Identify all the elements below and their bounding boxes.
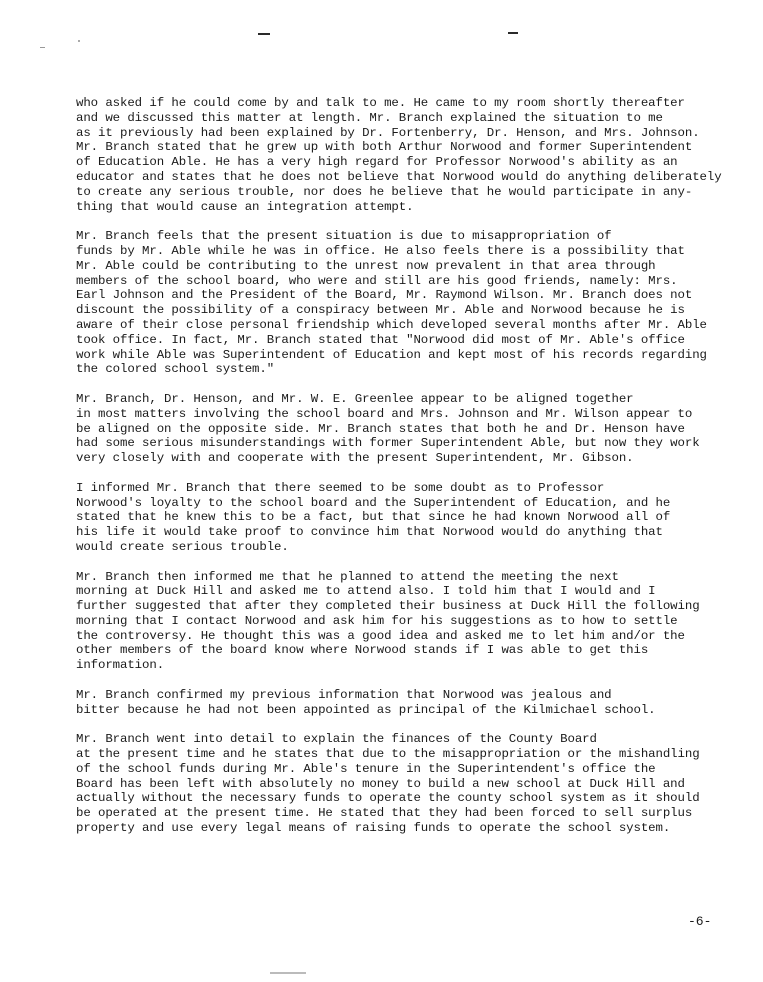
paragraph: Mr. Branch feels that the present situation is due to misappropriation of funds by Mr. Able while he was in office. He also feels there is a possibility that Mr. Able could be contributing to the unrest now prevalent in that area through members of the school board, who were and still are his good friends, namely: Mrs. Earl Johnson and the President of the Board, Mr. Raymond Wilson. Mr. Branch does not discount the possibility of a conspiracy between Mr. Able and Norwood because he is aware of their close personal friendship which developed several months after Mr. Able took office. In fact, Mr. Branch stated that "Norwood did most of Mr. Able's office work while Able was Superintendent of Education and kept most of his records regarding the colored school system." <box>76 229 707 377</box>
paragraph: Mr. Branch then informed me that he planned to attend the meeting the next morning at Duck Hill and asked me to attend also. I told him that I would and I further suggested that after they completed their business at Duck Hill the following morning that I contact Norwood and ask him for his suggestions as to how to settle the controversy. He thought this was a good idea and asked me to let him and/or the other members of the board know where Norwood stands if I was able to get this information. <box>76 569 700 673</box>
scan-mark <box>270 972 306 974</box>
paragraph: I informed Mr. Branch that there seemed to be some doubt as to Professor Norwood's loyalty to the school board and the Superintendent of Education, and he stated that he knew this to be a fact, but that since he had known Norwood all of his life it would take proof to convince him that Norwood would do anything that would create serious trouble. <box>76 480 671 554</box>
scan-mark <box>508 32 518 34</box>
scan-mark <box>40 47 45 48</box>
paragraph: Mr. Branch confirmed my previous information that Norwood was jealous and bitter because he had not been appointed as principal of the Kilmichael school. <box>76 687 656 717</box>
paragraph: who asked if he could come by and talk to me. He came to my room shortly thereafter and we discussed this matter at length. Mr. Branch explained the situation to me as it previously had been explained by Dr. Fortenberry, Dr. Henson, and Mrs. Johnson. Mr. Branch stated that he grew up with both Arthur Norwood and former Superintendent of Education Able. He has a very high regard for Professor Norwood's ability as an educator and states that he does not believe that Norwood would do anything deliberately to create any serious trouble, nor does he believe that he would participate in any- thing that would cause an integration attempt. <box>76 96 722 214</box>
scan-mark <box>258 33 270 35</box>
paragraph: Mr. Branch went into detail to explain the finances of the County Board at the present time and he states that due to the misappropriation or the mishandling of the school funds during Mr. Able's tenure in the Superintendent's office the Board has been left with absolutely no money to build a new school at Duck Hill and actually without the necessary funds to operate the county school system as it should be operated at the present time. He stated that they had been forced to sell surplus property and use every legal means of raising funds to operate the school system. <box>76 732 700 836</box>
scan-mark <box>78 40 80 42</box>
page-number: -6- <box>688 914 712 929</box>
paragraph: Mr. Branch, Dr. Henson, and Mr. W. E. Greenlee appear to be aligned together in most matters involving the school board and Mrs. Johnson and Mr. Wilson appear to be aligned on the opposite side. Mr. Branch states that both he and Dr. Henson have had some serious misunderstandings with former Superintendent Able, but now they work very closely with and cooperate with the present Superintendent, Mr. Gibson. <box>76 391 700 466</box>
document-body <box>76 96 740 851</box>
